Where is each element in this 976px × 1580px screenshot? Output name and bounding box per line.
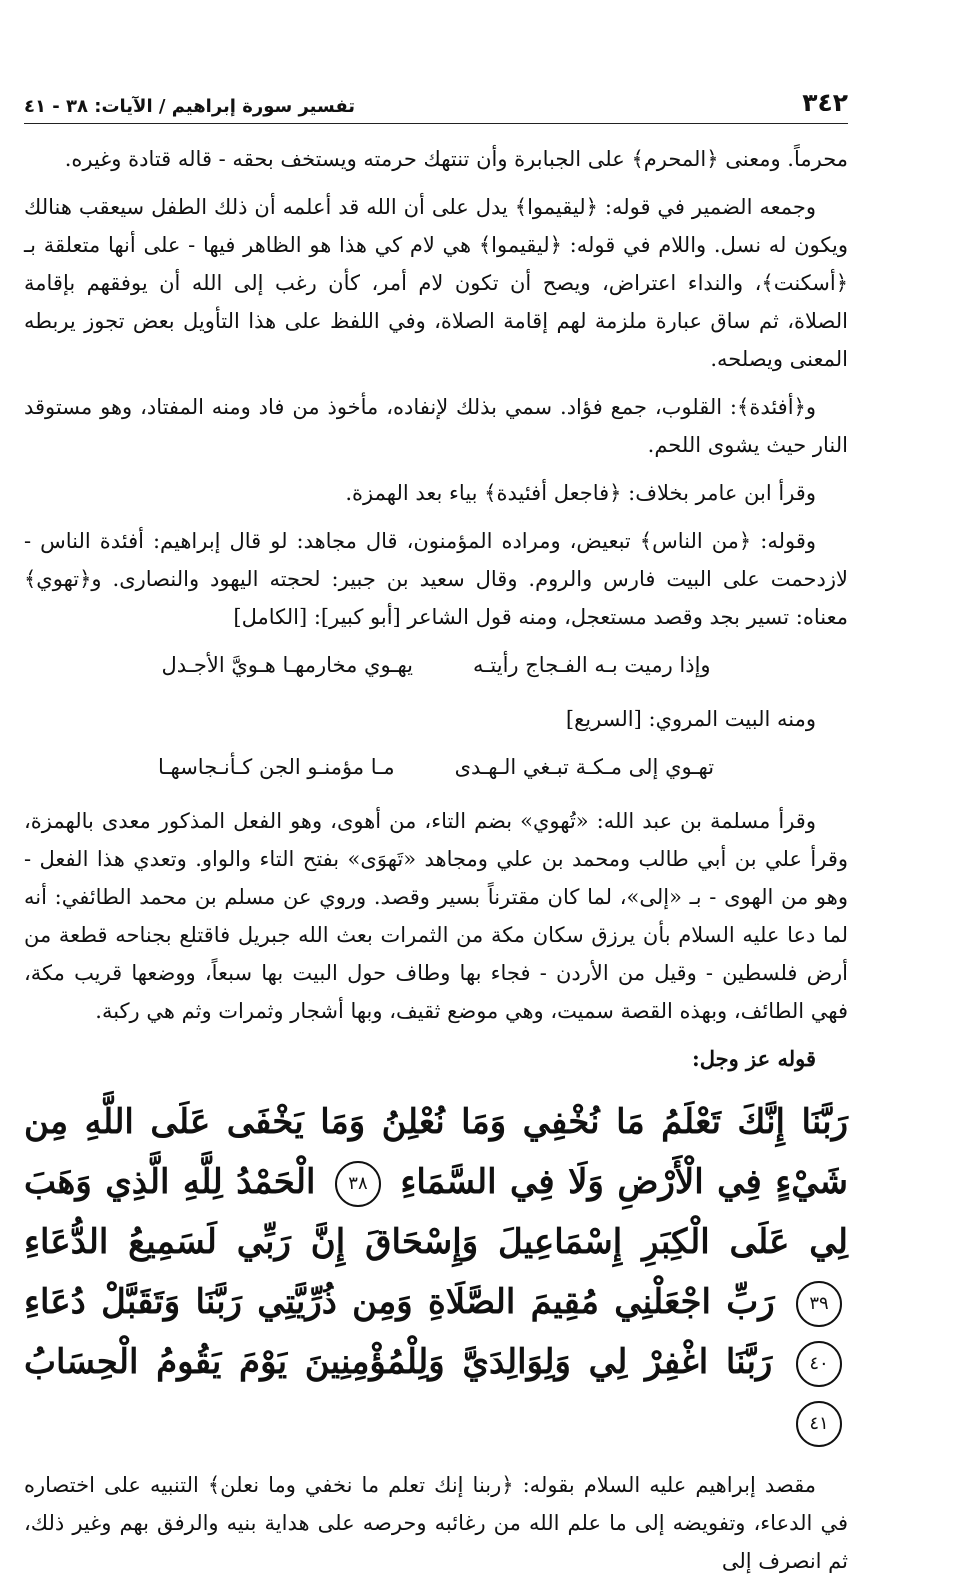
paragraph: وقرأ ابن عامر بخلاف: ﴿فاجعل أفئيدة﴾ بياء بعد الهمزة.	[345, 481, 816, 505]
quran-ayah-text: الْحَمْدُ لِلَّهِ الَّذِي وَهَبَ لِي عَلَى الْكِبَرِ إِسْمَاعِيلَ وَإِسْحَاقَ إِنَّ رَبِّي لَسَمِيعُ الدُّعَاءِ	[24, 1162, 848, 1262]
poetry-verse	[24, 646, 848, 684]
verse-intro: ومنه البيت المروي: [السريع]	[565, 707, 816, 731]
paragraph: مقصد إبراهيم عليه السلام بقوله: ﴿ربنا إنك تعلم ما نخفي وما نعلن﴾ التنبيه على اختصاره في الدعاء، وتفويضه إلى ما علم الله من رغائبه وحرصه على هداية بنيه والرفق بهم وغير ذلك، ثم انصرف إلى	[24, 1473, 848, 1573]
paragraph: محرماً. ومعنى ﴿المحرم﴾ على الجبابرة وأن تنتهك حرمته ويستخف بحقه - قاله قتادة وغيره.	[64, 147, 848, 171]
page-body	[24, 140, 848, 1580]
ayah-number-badge: ٤١	[796, 1401, 842, 1447]
paragraph: وجمعه الضمير في قوله: ﴿ليقيموا﴾ يدل على أن الله قد أعلمه أن ذلك الطفل سيعقب هنالك ويكون له نسل. واللام في قوله: ﴿ليقيموا﴾ هي لام كي هذا هو الظاهر فيها - على أنها متعلقة بـ ﴿أسكنت﴾، والنداء اعتراض، ويصح أن تكون لام أمر، كأن رغب إلى الله أن يوفقهم بإقامة الصلاة، ثم ساق عبارة ملزمة لهم إقامة الصلاة، وفي اللفظ على هذا التأويل بعض تجوز يربطه المعنى ويصلحه.	[24, 195, 848, 371]
poetry-verse	[24, 748, 848, 786]
verse-hemistich-second: يهـوي مخارمهـا هـويَّ الأجـدل	[161, 653, 413, 677]
quran-ayah-text: رَبَّنَا إِنَّكَ تَعْلَمُ مَا نُخْفِي وَمَا نُعْلِنُ وَمَا يَخْفَى عَلَى اللَّهِ مِن شَيْءٍ فِي الْأَرْضِ وَلَا فِي السَّمَاءِ	[24, 1102, 849, 1202]
verse-hemistich-first: تهـوي إلى مـكـة تبـغي الـهـدى	[454, 755, 715, 779]
verse-hemistich-second: مـا مؤمنـو الجن كـأنـجاسهـا	[157, 755, 395, 779]
quran-ayah-text: رَبِّ اجْعَلْنِي مُقِيمَ الصَّلَاةِ وَمِن ذُرِّيَّتِي رَبَّنَا وَتَقَبَّلْ دُعَاءِ	[24, 1282, 775, 1322]
verse-hemistich-first: وإذا رميت بـه الفـجاج رأيتـه	[473, 653, 711, 677]
ayah-number-badge: ٣٨	[335, 1161, 381, 1207]
paragraph: وقرأ مسلمة بن عبد الله: «تُهوي» بضم التاء، من أهوى، وهو الفعل المذكور معدى بالهمزة، وقرأ علي بن أبي طالب ومحمد بن علي ومجاهد «تَهوَى» بفتح التاء والواو. وتعدي هذا الفعل - وهو من الهوى - بـ «إلى»، لما كان مقترناً بسير وقصد. وروي عن مسلم بن محمد الطائفي: أنه لما دعا عليه السلام بأن يرزق سكان مكة من الثمرات بعث الله جبريل فاقتلع بجناحه قطعة من أرض فلسطين - وقيل من الأردن - فجاء بها وطاف حول البيت بها سبعاً، ووضعها قريب مكة، فهي الطائف، وبهذه القصة سميت، وهي موضع ثقيف، وبها أشجار وثمرات وثم هي ركبة.	[24, 809, 848, 1023]
running-head: تفسير سورة إبراهيم / الآيات: ٣٨ - ٤١	[24, 96, 356, 117]
quran-intro: قوله عز وجل:	[691, 1046, 816, 1071]
quran-ayah-text: رَبَّنَا اغْفِرْ لِي وَلِوَالِدَيَّ وَلِلْمُؤْمِنِينَ يَوْمَ يَقُومُ الْحِسَابُ	[24, 1342, 773, 1382]
ayah-number-badge: ٤٠	[796, 1341, 842, 1387]
page-header	[24, 78, 848, 124]
quran-passage	[24, 1092, 848, 1452]
paragraph: وقوله: ﴿من الناس﴾ تبعيض، ومراده المؤمنون، قال مجاهد: لو قال إبراهيم: أفئدة الناس - لازدحمت على البيت فارس والروم. وقال سعيد بن جبير: لحجته اليهود والنصارى. و﴿تهوي﴾ معناه: تسير بجد وقصد مستعجل، ومنه قول الشاعر [أبو كبير]: [الكامل]	[24, 529, 848, 629]
paragraph: و﴿أفئدة﴾: القلوب، جمع فؤاد. سمي بذلك لإنفاده، مأخوذ من فاد ومنه المفتاد، وهو مستوقد النار حيث يشوى اللحم.	[24, 395, 848, 457]
ayah-number-badge: ٣٩	[796, 1281, 842, 1327]
page-number: ٣٤٢	[802, 88, 848, 117]
